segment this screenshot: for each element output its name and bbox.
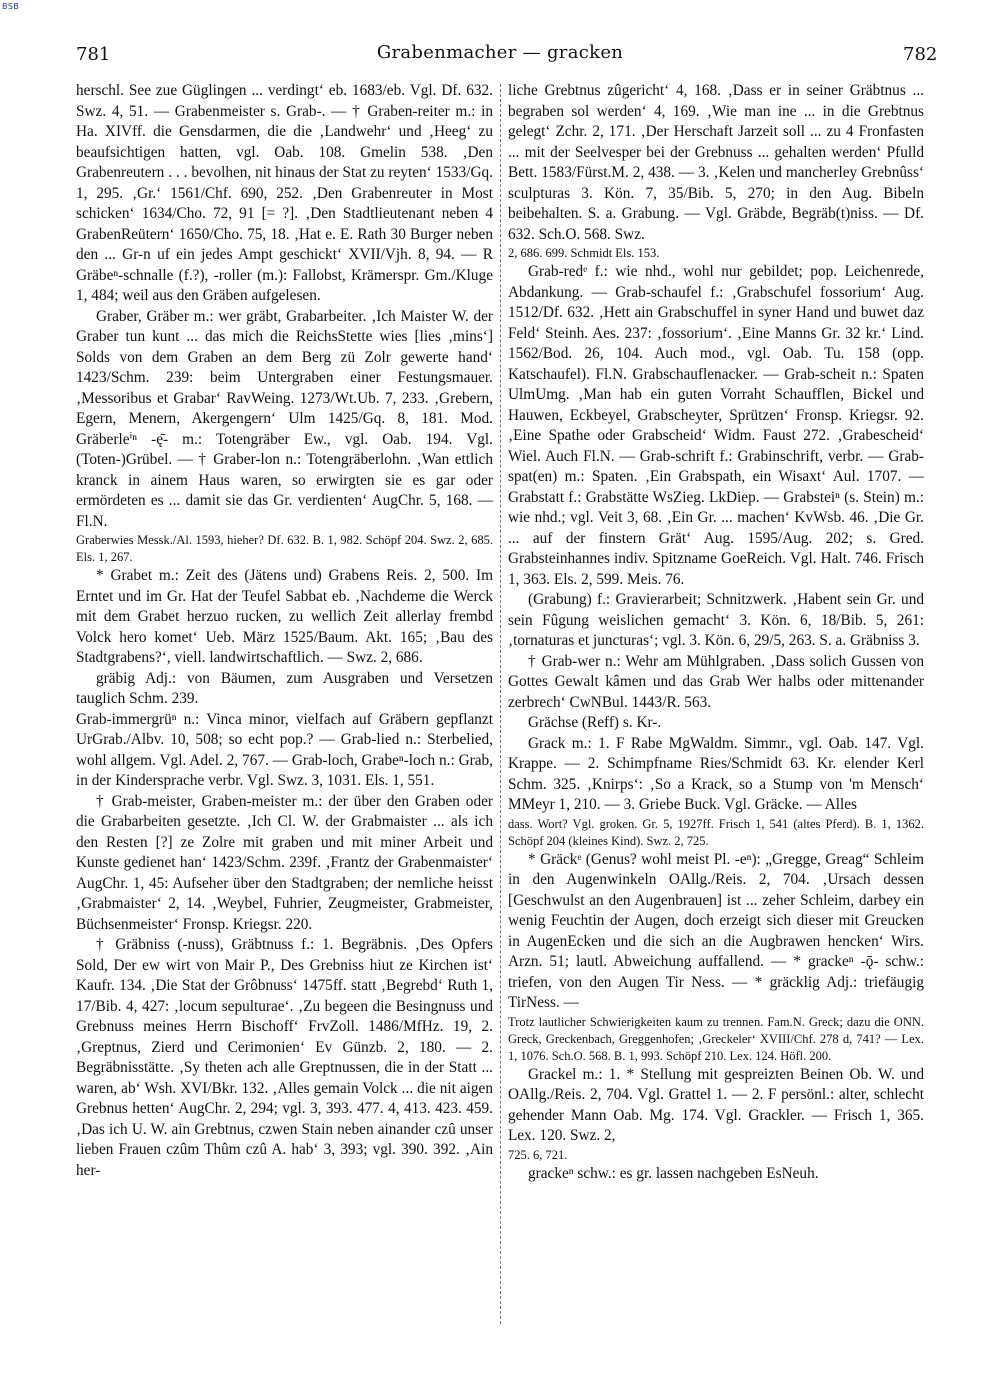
page-number-left: 781 — [76, 44, 111, 65]
left-column — [76, 81, 493, 1181]
reference-note: dass. Wort? Vgl. groken. Gr. 5, 1927ff. Frisch 1, 541 (altes Pferd). B. 1, 1362. Schöpf 204 (kleines Kind). Swz. 2, 725. — [508, 816, 924, 848]
entry-paragraph: Graber, Gräber m.: wer gräbt, Grabarbeiter. ‚Ich Maister W. der Graber tun kunt ... das mich die ReichsStette wies [lies ‚mins‘] Solds von dem Graben an dem Berg zü Zolr gewerte hand‘ 1423/Schm. 239: beim Untergraben einer Festungsmauer. ‚Messoribus et Grabar‘ RavWeing. 1273/Wt.Ub. 7, 233. ‚Grebern, Egern, Menern, Akergengern‘ Ulm 1425/Gq. 8, 181. Mod. Gräberleⁱⁿ -ę̄- m.: Totengräber Ew., vgl. Oab. 194. Vgl. (Toten-)Grübel. — † Graber-lon n.: Totengräberlohn. ‚Wan ettlich kranck in ainem Haus waren, so erwirgten sie es gar oder ermördeten es ... damit sie das Gr. verdienten‘ AugChr. 5, 168. — Fl.N. — [76, 307, 493, 530]
entry-paragraph: Grab-immergrüⁿ n.: Vinca minor, vielfach auf Gräbern gepflanzt UrGrab./Albv. 10, 508; so echt pop.? — Grab-lied n.: Sterbelied, wohl allgem. Vgl. Adel. 2, 767. — Grab-loch, Grabeⁿ-loch n.: Grab, in der Kindersprache verbr. Vgl. Swz. 3, 1031. Els. 1, 551. — [76, 710, 493, 789]
library-corner-mark: BSB — [2, 2, 20, 11]
entry-paragraph: herschl. See zue Güglingen ... verdingt‘ eb. 1683/eb. Vgl. Df. 632. Swz. 4, 51. — Grabenmeister s. Grab-. — † Graben-reiter m.: in Ha. XIVff. die Gensdarmen, die die ‚Landwehr‘ und ‚Heeg‘ zu beaufsichtigen hatten, vgl. Oab. 108. Gmelin 538. ‚Den Grabenreutern . . . bevolhen, nit hinaus der Stat zu reyten‘ 1533/Gq. 1, 295. ‚Gr.‘ 1561/Chf. 690, 252. ‚Den Grabenreuter in Most schicken‘ 1634/Cho. 72, 91 [= ?]. ‚Den Stadtlieutenant neben 4 GrabenReütern‘ 1650/Cho. 75, 18. ‚Hat e. E. Rath 30 Burger neben den ... Gr-n uf ein jedes Ampt geschickt‘ XVII/Vjh. 8, 94. — R Gräbeⁿ-schnalle (f.?), -roller (m.): Fallobst, Krämerspr. Gm./Kluge 1, 484; weil aus den Gräben aufgelesen. — [76, 82, 493, 304]
reference-note: 725. 6, 721. — [508, 1147, 568, 1162]
entry-paragraph: (Grabung) f.: Gravierarbeit; Schnitzwerk. ‚Habent sein Gr. und sein Fûgung weislichen gemacht‘ 3. Kön. 6, 18/Bib. 5, 261: ‚tornaturas et juncturas‘; vgl. 3. Kön. 6, 29/5, 263. S. a. Gräbniss 3. — [508, 591, 924, 649]
right-column — [508, 81, 924, 1184]
reference-note: Graberwies Messk./Al. 1593, hieher? Df. 632. B. 1, 982. Schöpf 204. Swz. 2, 685. Els. 1, 267. — [76, 533, 493, 564]
entry-paragraph: † Grab-meister, Graben-meister m.: der über den Graben oder die Grabarbeiten gesetzte. ‚Ich Cl. W. der Grabmaister ... als ich den Resten [?] ze Zolre mit graben und mit miner Arbeit und Kunste gedienet han‘ 1423/Schm. 239f. ‚Frantz der Grabenmaister‘ AugChr. 1, 45: Aufseher über den Stadtgraben; der nemliche heisst ‚Grabmaister‘ 2, 14. ‚Weybel, Fuhrier, Zeugmeister, Grabmeister, Büchsenmeister‘ Fronsp. Kriegsr. 220. — [76, 792, 493, 933]
column-divider — [500, 84, 501, 1324]
running-header-title: Grabenmacher — gracken — [376, 42, 624, 63]
entry-paragraph: * Grabet m.: Zeit des (Jätens und) Grabens Reis. 2, 500. Im Erntet und im Gr. Hat der Teufel Sabbat eb. ‚Nachdeme die Werck mit dem Grabet herzuo rucken, zu wellich Zeit allerlay frembd Volck hero komet‘ Ueb. März 1525/Baum. Akt. 165; ‚Bau des Stadtgrabens?‘, viell. landwirtschaftlich. — Swz. 2, 686. — [76, 567, 493, 666]
entry-paragraph: gräbig Adj.: von Bäumen, zum Ausgraben und Versetzen tauglich Schm. 239. — [76, 669, 493, 707]
entry-paragraph: † Grab-wer n.: Wehr am Mühlgraben. ‚Dass solich Gussen von Gottes Gewalt kâmen und das Grab Wer halbs oder mittenander zerbrech‘ CwNBul. 1443/R. 563. — [508, 652, 924, 711]
page-number-right: 782 — [903, 44, 938, 65]
entry-paragraph: grackeⁿ schw.: es gr. lassen nachgeben EsNeuh. — [528, 1164, 819, 1182]
entry-paragraph: Grackel m.: 1. * Stellung mit gespreizten Beinen Ob. W. und OAllg./Reis. 2, 704. Vgl. Grattel 1. — 2. F persönl.: alter, schlecht gehender Mann Oab. Mg. 174. Vgl. Grackler. — Frisch 1, 365. Lex. 120. Swz. 2, — [508, 1065, 924, 1144]
entry-paragraph: * Gräckᵉ (Genus? wohl meist Pl. -eⁿ): „Gregge, Greag“ Schleim in den Augenwinkeln OAllg./Reis. 2, 704. ‚Ursach dessen [Geschwulst an den Augenbrauen] ist ... zeher Schleim, darbey ein wenig Feuchtin der Augen, doch erzeigt sich dieser mit Greucken in AugenEcken und die sich an die Augbrawen hencken‘ Wirs. Arzn. 51; lautl. Abweichung auffallend. — * grackeⁿ -ǭ- schw.: triefen, von den Augen Tir Ness. — * gräcklig Adj.: triefäugig TirNess. — — [508, 850, 924, 1011]
reference-note: 2, 686. 699. Schmidt Els. 153. — [508, 246, 660, 260]
entry-paragraph: Grab-redᵉ f.: wie nhd., wohl nur gebildet; pop. Leichenrede, Abdankung. — Grab-schaufel f.: ‚Grabschufel fossorium‘ Aug. 1512/Df. 632. ‚Hett ain Grabschuffel in syner Hand und buwet daz Feld‘ Steinh. Aes. 237: ‚fossorium‘. ‚Eine Manns Gr. 32 kr.‘ Lind. 1562/Bod. 26, 104. Auch mod., vgl. Oab. Tu. 158 (opp. Katschaufel). Fl.N. Grabschauflenacker. — Grab-scheit n.: Spaten UlmUmg. ‚Man hab ein guten Vorraht Schaufflen, Bickel und Hauwen, Eckbeyel, Grabscheyter, Sprützen‘ Fronsp. Kriegsr. 92. ‚Eine Spathe oder Grabscheid‘ Widm. Faust 272. ‚Grabescheid‘ Wiel. Auch Fl.N. — Grab-schrift f.: Grabinschrift, verbr. — Grab-spat(en) m.: Spaten. ‚Ein Grabspath, ein Wisaxt‘ Aul. 1707. — Grabstatt f.: Grabstätte WsZieg. LkDiep. — Grabsteiⁿ (s. Stein) m.: wie nhd.; vgl. Veit 3, 68. ‚Ein Gr. ... machen‘ KvWsb. 46. ‚Die Gr. ... auf der finstern Grät‘ Aug. 1595/Aug. 202; s. Gred. Grabsteinhannes indiv. Spitzname GoeReich. Vgl. Halt. 746. Frisch 1, 363. Els. 2, 599. Meis. 76. — [508, 263, 924, 588]
entry-paragraph: † Gräbniss (-nuss), Gräbtnuss f.: 1. Begräbnis. ‚Des Opfers Sold, Der ew wirt von Mair P., Des Grebniss hiut ze Kirchen ist‘ Kaufr. 134. ‚Die Stat der Grôbnuss‘ 1475ff. statt ‚Begrebd‘ Ruth 1, 17/Bib. 4, 427: ‚locum sepulturae‘. ‚Zu begeen die Besingnuss und Grebnuss meines Herrn Bischoff‘ FrvZoll. 1486/MfHz. 19, 2. ‚Greptnus, Zierd und Cerimonien‘ Ev Günzb. 2, 180. — 2. Begräbnisstätte. ‚Sy theten ach alle Greptnussen, die in der Statt ... waren, ab‘ Wsh. XVI/Bkr. 132. ‚Alles gemain Volck ... die nit aigen Grebnus hetten‘ AugChr. 2, 294; vgl. 3, 393. 477. 4, 413. 423. 459. ‚Das ich U. W. ain Grebtnus, czwen Stain neben ainander czû unser lieben Frauen czûm Thûm czû A. hab‘ 3, 393; vgl. 390. 392. ‚Ain her- — [76, 936, 493, 1179]
entry-paragraph: liche Grebtnus zûgericht‘ 4, 168. ‚Dass er in seiner Gräbtnus ... begraben sol werden‘ 4, 169. ‚Wie man ine ... in die Grebtnus gelegt‘ Zchr. 2, 171. ‚Der Herschaft Jarzeit soll ... zu 4 Fronfasten ... mit der Seelvesper bei der Grebnuss ... gehalten werden‘ Pfulld Bett. 1583/Fürst.M. 2, 438. — 3. ‚Kelen und mancherley Grebnûss‘ sculpturas 3. Kön. 7, 35/Bib. 5, 270; in den Aug. Bibeln beibehalten. S. a. Grabung. — Vgl. Gräbde, Begräb(t)niss. — Df. 632. Sch.O. 568. Swz. — [508, 82, 924, 243]
entry-paragraph: Grack m.: 1. F Rabe MgWaldm. Simmr., vgl. Oab. 147. Vgl. Krappe. — 2. Schimpfname Ries/Schmidt 63. Kr. elender Kerl Schm. 325. ‚Knirps‘: ‚So a Krack, so a Stump von 'm Mensch‘ MMeyr 1, 210. — 3. Griebe Buck. Vgl. Gräcke. — Alles — [508, 734, 924, 813]
reference-note: Trotz lautlicher Schwierigkeiten kaum zu trennen. Fam.N. Greck; dazu die ONN. Greck, Greckenbach, Greggenhofen; ‚Greckeler‘ XVIII/Chf. 278 d, 741? — Lex. 1, 1076. Sch.O. 568. B. 1, 993. Schöpf 210. Lex. 124. Höfl. 200. — [508, 1014, 924, 1063]
entry-paragraph: Grächse (Reff) s. Kr-. — [528, 714, 662, 731]
